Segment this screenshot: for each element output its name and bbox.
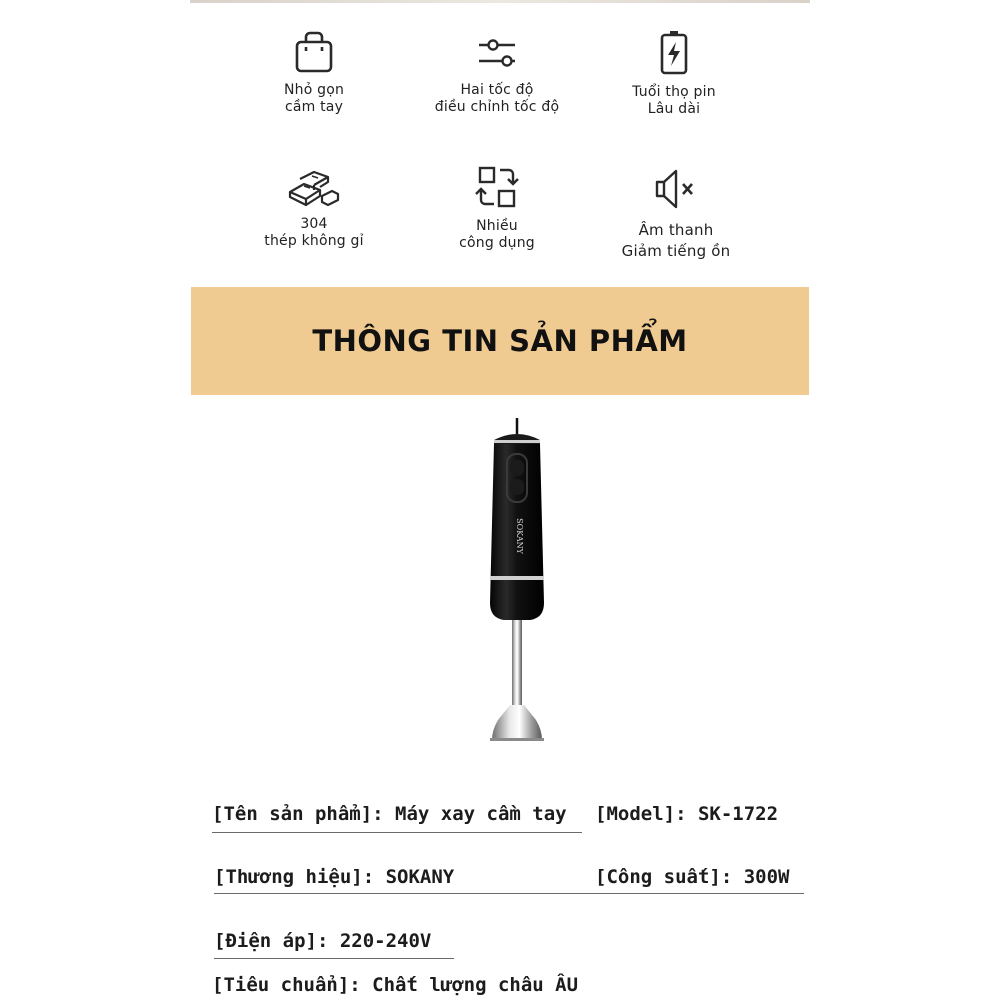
feature-low-noise [576,166,776,262]
product-info-banner [191,287,809,395]
divider [212,832,582,833]
multi-use-icon [473,162,521,212]
spec-standard: [Tiêu chuẩn]: Chất lượng châu ÂU [212,974,579,996]
spec-model: [Model]: SK-1722 [595,803,779,825]
sliders-icon [473,30,521,76]
feature-label-line1: Hai tốc độ [460,82,534,98]
feature-label-line2: thép không gỉ [264,233,364,249]
feature-compact [214,28,414,116]
product-brand-print: SOKANY [515,518,524,554]
battery-icon [650,28,698,78]
spec-power: [Công suất]: 300W [595,866,790,888]
feature-multi-purpose [397,162,597,252]
bag-icon [290,28,338,76]
feature-label-line1: Tuổi thọ pin [632,84,716,100]
feature-label-line1: Nhỏ gọn [283,82,345,98]
steel-bars-icon [286,164,342,210]
feature-label-line2: cầm tay [284,99,344,115]
spec-voltage: [Điện áp]: 220-240V [214,930,432,952]
feature-label-line1: 304 [300,216,328,232]
spec-product-name: [Tên sản phẩm]: Máy xay cầm tay [212,803,567,825]
top-image-edge [190,0,810,3]
mute-speaker-icon [651,166,701,212]
banner-title: THÔNG TIN SẢN PHẨM [312,324,688,358]
feature-label-line1: Âm thanh [638,221,714,239]
hand-blender-image [470,418,565,743]
divider [214,893,804,894]
feature-label-line2: Giảm tiếng ồn [621,242,731,260]
feature-label-line2: Lâu dài [647,101,701,117]
feature-two-speeds [397,30,597,116]
feature-stainless-steel [214,164,414,250]
feature-label-line1: Nhiều [476,218,518,234]
divider [214,958,454,959]
feature-label-line2: điều chỉnh tốc độ [434,99,560,115]
spec-brand: [Thương hiệu]: SOKANY [214,866,455,888]
feature-label-line2: công dụng [459,235,535,251]
feature-battery [574,28,774,118]
